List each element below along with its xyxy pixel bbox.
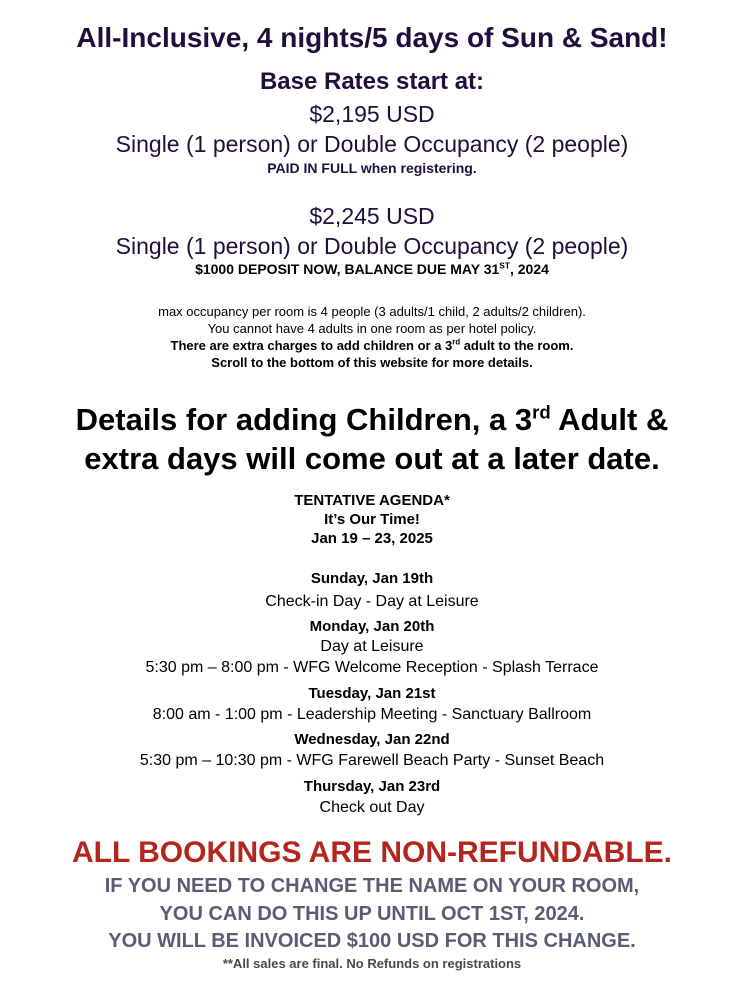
agenda-item: Day at Leisure — [320, 638, 424, 655]
details-line-2: extra days will come out at a later date. — [84, 441, 660, 476]
agenda-item: 5:30 pm – 10:30 pm - WFG Farewell Beach Party - Sunset Beach — [139, 752, 605, 769]
deposit-superscript: ST — [499, 260, 510, 271]
agenda-day-heading: Monday, Jan 20th — [309, 618, 435, 635]
deposit-year: , 2024 — [509, 261, 549, 277]
details-tail: Adult & — [550, 402, 669, 437]
extra-charges-text: There are extra charges to add children or a 3 — [170, 338, 453, 353]
details-heading — [0, 400, 744, 478]
agenda-item: 8:00 am - 1:00 pm - Leadership Meeting - Sanctuary Ballroom — [152, 706, 592, 723]
base-rates-heading: Base Rates start at: — [259, 68, 485, 95]
agenda-title: TENTATIVE AGENDA* — [294, 492, 450, 509]
occupancy-note-1: max occupancy per room is 4 people (3 adults/1 child, 2 adults/2 children). — [158, 304, 586, 319]
agenda-item: Check-in Day - Day at Leisure — [265, 593, 479, 610]
agenda-dates: Jan 19 – 23, 2025 — [311, 530, 433, 547]
agenda-day-heading: Thursday, Jan 23rd — [303, 778, 441, 795]
final-sales-note: **All sales are final. No Refunds on registrations — [222, 956, 522, 971]
agenda-day-heading: Sunday, Jan 19th — [310, 570, 434, 587]
occupancy-option-1: Single (1 person) or Double Occupancy (2 people) — [115, 131, 629, 157]
occupancy-note-4: Scroll to the bottom of this website for more details. — [211, 355, 533, 370]
agenda-day-heading: Tuesday, Jan 21st — [308, 685, 436, 702]
agenda-subtitle: It’s Our Time! — [324, 511, 420, 528]
agenda-day-heading: Wednesday, Jan 22nd — [294, 731, 450, 748]
extra-charges-tail: adult to the room. — [460, 338, 574, 353]
name-change-line-1: IF YOU NEED TO CHANGE THE NAME ON YOUR ROOM, — [104, 875, 640, 897]
agenda-item: Check out Day — [319, 799, 425, 816]
details-line-1 — [0, 400, 744, 439]
details-text: Details for adding Children, a 3 — [75, 402, 533, 437]
deposit-note-option-2 — [0, 261, 744, 277]
occupancy-note-2: You cannot have 4 adults in one room as per hotel policy. — [207, 321, 537, 336]
occupancy-option-2: Single (1 person) or Double Occupancy (2 people) — [115, 233, 629, 259]
agenda-item: 5:30 pm – 8:00 pm - WFG Welcome Reception - Splash Terrace — [145, 659, 599, 676]
occupancy-note-3 — [0, 338, 744, 353]
page-title: All-Inclusive, 4 nights/5 days of Sun & Sand! — [76, 22, 668, 53]
price-option-2: $2,245 USD — [309, 203, 435, 229]
deposit-text: $1000 DEPOSIT NOW, BALANCE DUE MAY 31 — [195, 261, 500, 277]
extra-charges-superscript: rd — [452, 337, 461, 347]
price-option-1: $2,195 USD — [309, 101, 435, 127]
name-change-line-2: YOU CAN DO THIS UP UNTIL OCT 1ST, 2024. — [159, 903, 585, 925]
non-refundable-headline: ALL BOOKINGS ARE NON-REFUNDABLE. — [72, 836, 672, 869]
name-change-line-3: YOU WILL BE INVOICED $100 USD FOR THIS CHANGE. — [108, 930, 636, 952]
details-superscript: rd — [532, 401, 551, 423]
payment-note-option-1: PAID IN FULL when registering. — [267, 160, 477, 176]
